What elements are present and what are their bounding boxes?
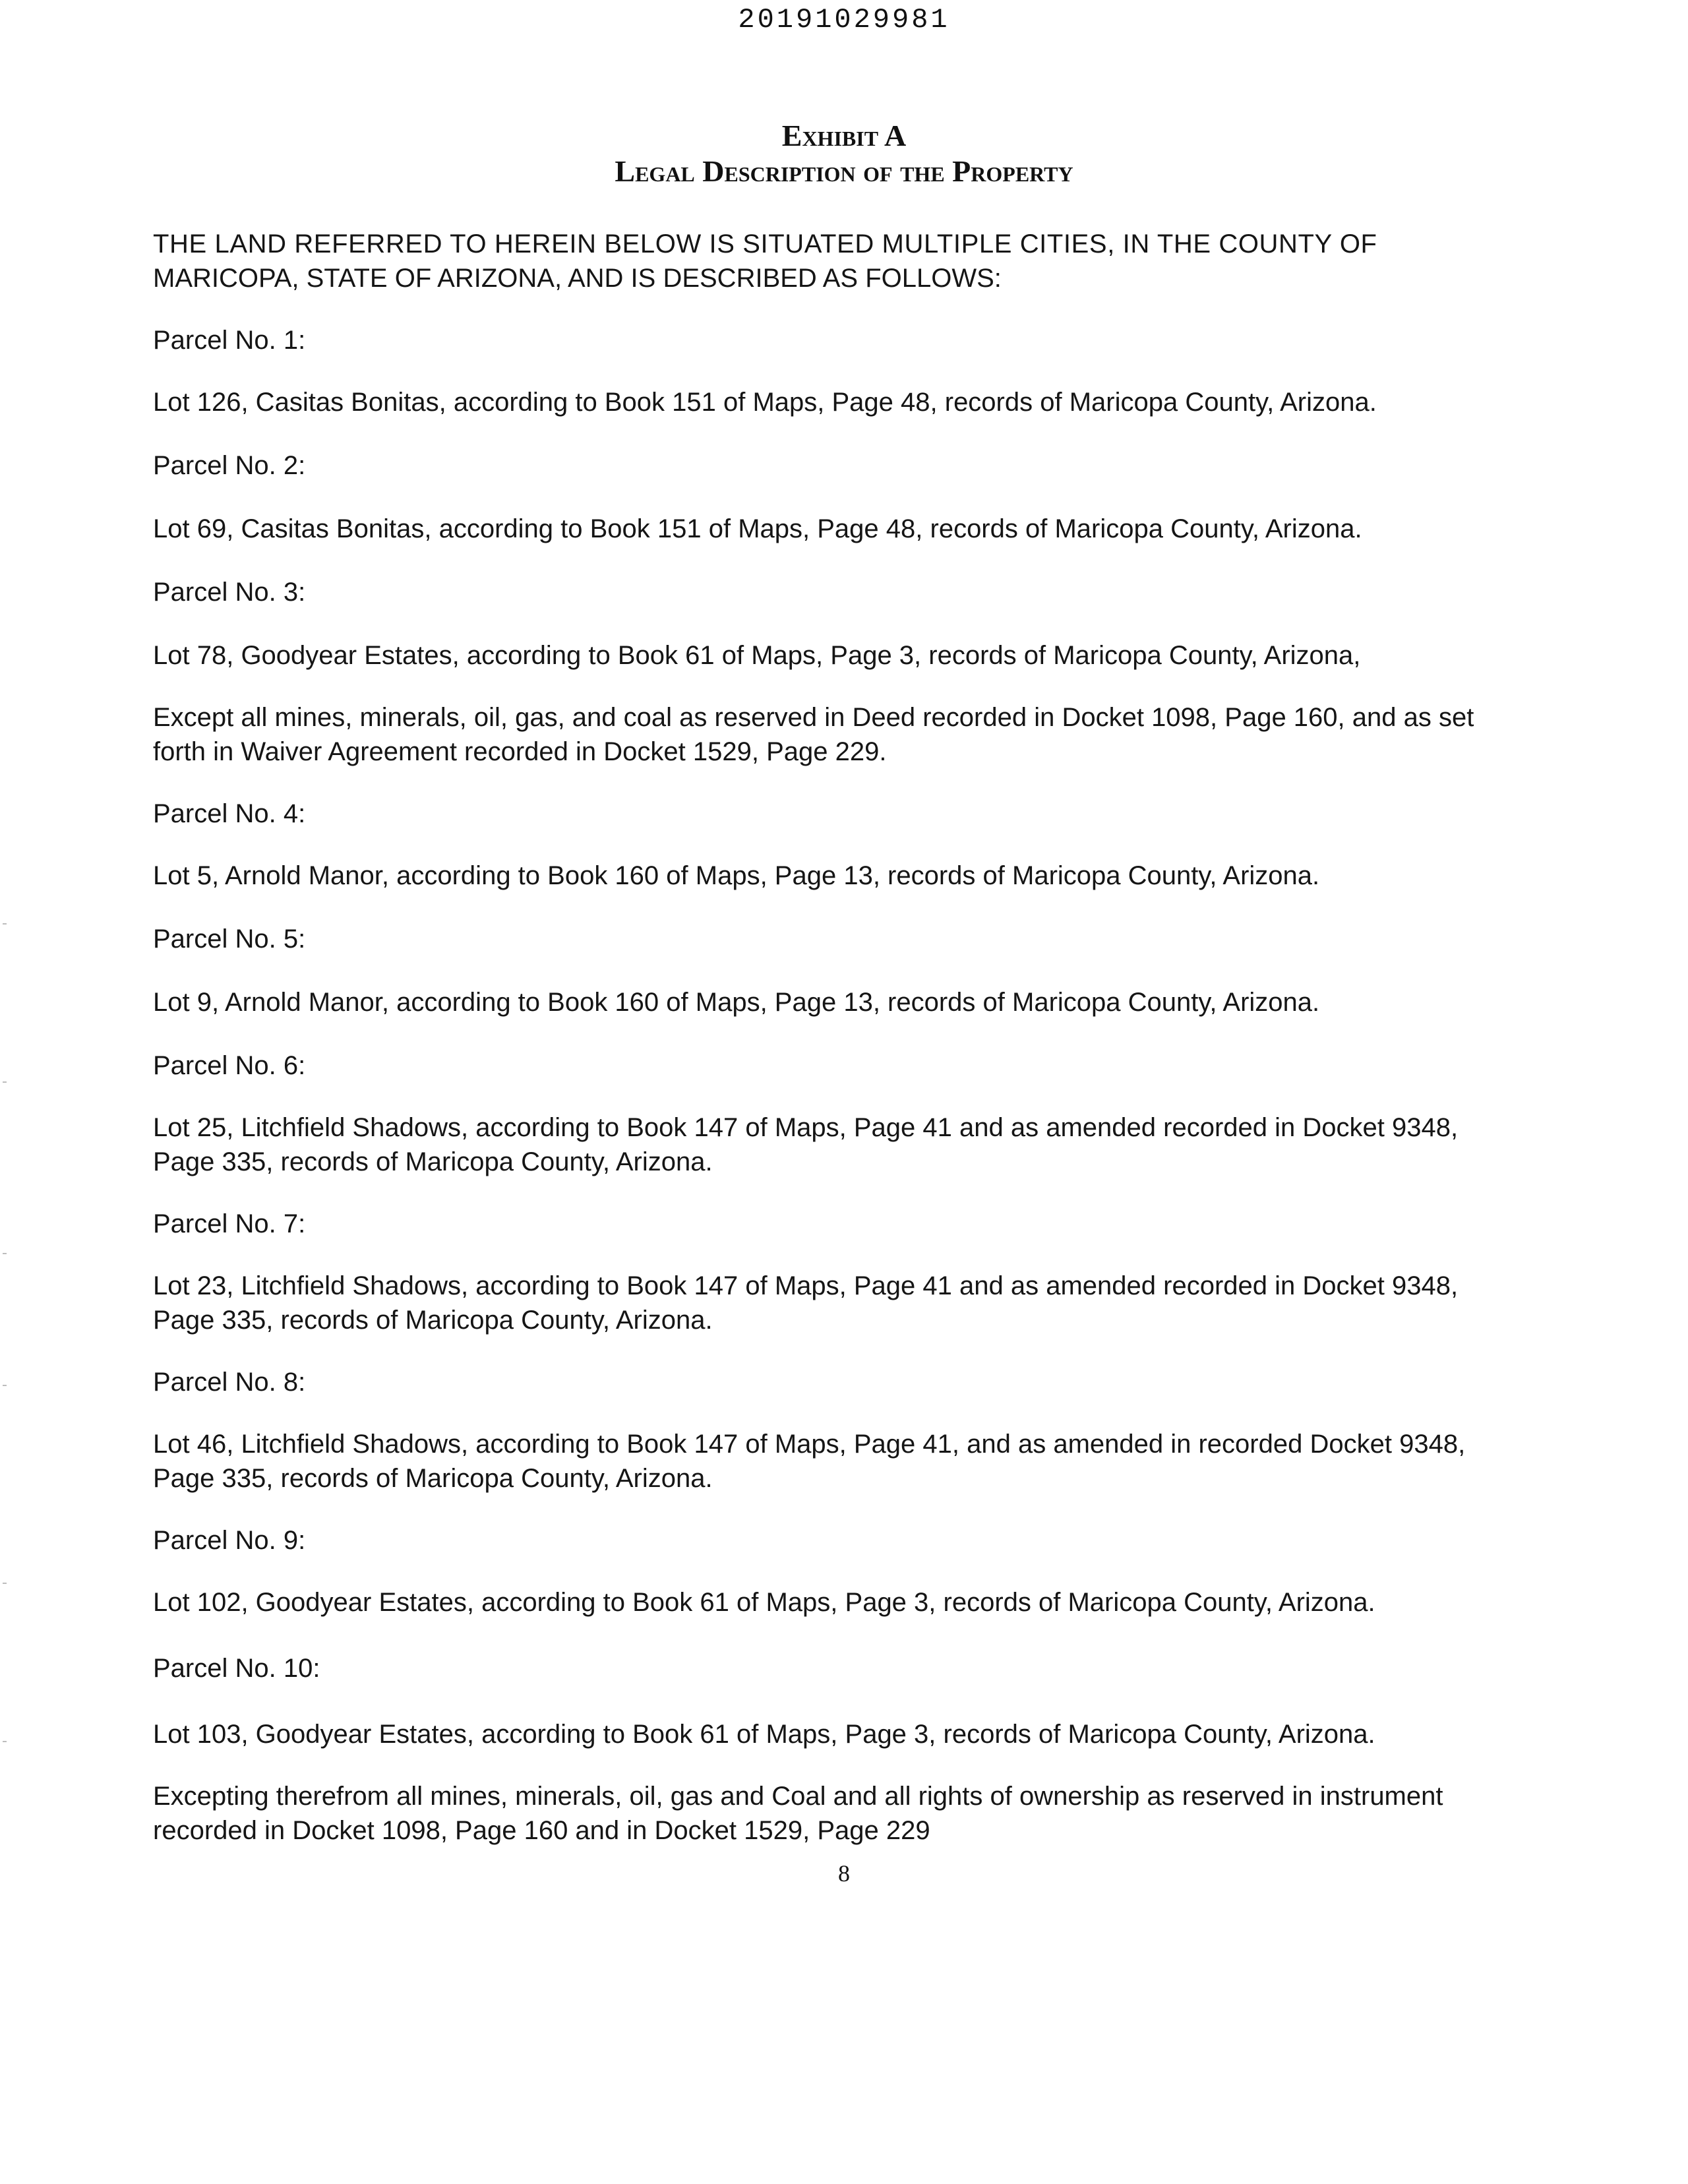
parcel-description: Lot 126, Casitas Bonitas, according to Book 151 of Maps, Page 48, records of Maricopa County, Arizona. [153, 388, 1377, 417]
parcel-description-line-2: Page 335, records of Maricopa County, Arizona. [153, 1147, 713, 1176]
parcel-heading: Parcel No. 4: [153, 799, 306, 828]
page-number: 8 [838, 1860, 850, 1887]
parcel-description-line-2: Page 335, records of Maricopa County, Arizona. [153, 1464, 713, 1493]
scan-margin-mark [3, 1081, 7, 1083]
scan-margin-mark [3, 1741, 7, 1742]
parcel-exception-line-2: recorded in Docket 1098, Page 160 and in Docket 1529, Page 229 [153, 1816, 930, 1845]
scan-margin-mark [3, 1583, 7, 1584]
recording-number: 20191029981 [738, 4, 950, 36]
parcel-exception-line-1: Excepting therefrom all mines, minerals, oil, gas and Coal and all rights of ownership as reserved in instrument [153, 1782, 1443, 1811]
parcel-heading: Parcel No. 9: [153, 1526, 306, 1555]
parcel-heading: Parcel No. 6: [153, 1051, 306, 1080]
exhibit-subtitle: Legal Description of the Property [615, 154, 1073, 188]
parcel-description: Lot 69, Casitas Bonitas, according to Book 151 of Maps, Page 48, records of Maricopa County, Arizona. [153, 514, 1362, 543]
parcel-heading: Parcel No. 5: [153, 925, 306, 954]
parcel-description: Lot 102, Goodyear Estates, according to Book 61 of Maps, Page 3, records of Maricopa County, Arizona. [153, 1588, 1375, 1617]
intro-line-1: THE LAND REFERRED TO HEREIN BELOW IS SITUATED MULTIPLE CITIES, IN THE COUNTY OF [153, 229, 1377, 258]
parcel-heading: Parcel No. 1: [153, 326, 306, 355]
intro-line-2: MARICOPA, STATE OF ARIZONA, AND IS DESCRIBED AS FOLLOWS: [153, 264, 1002, 293]
parcel-heading: Parcel No. 2: [153, 451, 306, 480]
parcel-heading: Parcel No. 8: [153, 1368, 306, 1397]
parcel-exception-line-2: forth in Waiver Agreement recorded in Docket 1529, Page 229. [153, 737, 887, 766]
scan-margin-mark [3, 923, 7, 925]
parcel-description: Lot 78, Goodyear Estates, according to Book 61 of Maps, Page 3, records of Maricopa County, Arizona, [153, 641, 1361, 670]
parcel-heading: Parcel No. 7: [153, 1209, 306, 1238]
parcel-exception-line-1: Except all mines, minerals, oil, gas, and coal as reserved in Deed recorded in Docket 1098, Page 160, and as set [153, 703, 1474, 732]
parcel-heading: Parcel No. 3: [153, 578, 306, 607]
parcel-description: Lot 23, Litchfield Shadows, according to Book 147 of Maps, Page 41 and as amended recorded in Docket 9348, [153, 1271, 1459, 1300]
parcel-description: Lot 9, Arnold Manor, according to Book 160 of Maps, Page 13, records of Maricopa County, Arizona. [153, 988, 1320, 1017]
exhibit-title: Exhibit A [781, 119, 907, 152]
parcel-heading: Parcel No. 10: [153, 1654, 320, 1683]
parcel-description: Lot 46, Litchfield Shadows, according to Book 147 of Maps, Page 41, and as amended in recorded Docket 9348, [153, 1430, 1466, 1459]
parcel-description: Lot 103, Goodyear Estates, according to Book 61 of Maps, Page 3, records of Maricopa County, Arizona. [153, 1720, 1375, 1749]
scan-margin-mark [3, 1253, 7, 1254]
parcel-description-line-2: Page 335, records of Maricopa County, Arizona. [153, 1306, 713, 1335]
parcel-description: Lot 5, Arnold Manor, according to Book 160 of Maps, Page 13, records of Maricopa County, Arizona. [153, 861, 1320, 890]
parcel-description: Lot 25, Litchfield Shadows, according to Book 147 of Maps, Page 41 and as amended recorded in Docket 9348, [153, 1113, 1459, 1142]
scan-margin-mark [3, 1385, 7, 1386]
